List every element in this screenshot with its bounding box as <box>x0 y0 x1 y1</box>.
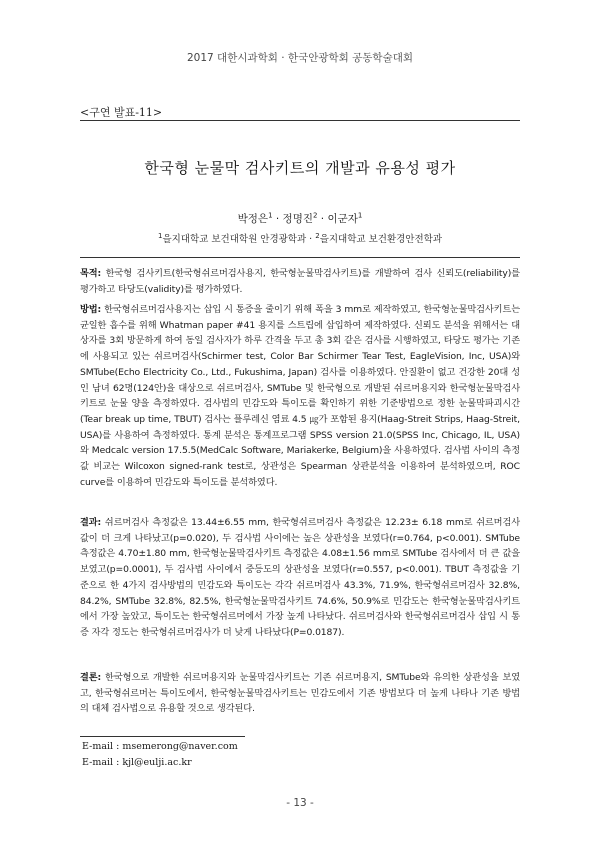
section-label: 결과: <box>80 517 102 528</box>
section-body: 한국형쉬르머검사용지는 삽입 시 통증을 줄이기 위해 폭을 3 mm로 제작하였고, 한국형눈물막검사키트는 균일한 흡수를 위해 Whatman paper #41 용지를 스트립에 삽입하여 제작하였다. 신뢰도 분석을 위해서는 대상자를 3회 방문하게 하여 동일 검사자가 하루 간격을 두고 총 3회 같은 검사를 시행하였고, 타당도 평가는 기존에 사용되고 있는 쉬르머검사(Schirmer test, Color Bar Schirmer Tear Test, EagleVision, Inc, USA)와 SMTube(Echo Electricity Co., Ltd., Fukushima, Japan) 검사를 이용하였다. 안질환이 없고 건강한 20대 성인 남녀 62명(124안)을 대상으로 쉬르머검사, SMTube 및 한국형으로 개발된 쉬르머용지와 한국형눈물막검사키트로 눈물 양을 측정하였다. 검사법의 민감도와 특이도를 확인하기 위한 기준방법으로 정한 눈물막파괴시간(Tear break up time, TBUT) 검사는 플루레신 염료 4.5 ㎍가 포함된 용지(Haag-Streit Strips, Haag-Streit, USA)를 사용하여 측정하였다. 통계 분석은 통계프로그램 SPSS version 21.0(SPSS Inc, Chicago, IL, USA)와 Medcalc version 17.5.5(MedCalc Software, Mariakerke, Belgium)을 사용하였다. 검사법 사이의 측정값 비교는 Wilcoxon signed-rank test로, 상관성은 Spearman 상관분석을 이용하여 분석하였으며, ROC curve를 이용하여 민감도와 특이도를 분석하였다. <box>80 304 520 488</box>
session-label: <구연 발표-11> <box>80 106 163 119</box>
author-affil-mark: 1 <box>268 211 273 220</box>
email-address[interactable]: msemerong@naver.com <box>122 741 238 752</box>
affil-mark: 2 <box>315 231 320 240</box>
section-body: 한국형으로 개발한 쉬르머용지와 눈물막검사키트는 기존 쉬르머용지, SMTube와 유의한 상관성을 보였고, 한국형쉬르머는 특이도에서, 한국형눈물막검사키트는 민감도에서 기존 방법보다 더 높게 나타나 기존 방법의 대체 검사법으로 유용할 것으로 생각된다. <box>80 672 520 715</box>
section-conclusion <box>80 670 520 717</box>
affiliation: 을지대학교 보건환경안전학과 <box>319 234 443 245</box>
section-body: 쉬르머검사 측정값은 13.44±6.55 mm, 한국형쉬르머검사 측정값은 12.23± 6.18 mm로 쉬르머검사값이 더 크게 나타났고(p=0.020), 두 검사법 사이에는 높은 상관성을 보였다(r=0.764, p<0.001). SMTube 측정값은 4.70±1.80 mm, 한국형눈물막검사키트 측정값은 4.08±1.56 mm로 SMTube 검사에서 더 큰 값을 보였고(p=0.0001), 두 검사법 사이에서 중등도의 상관성을 보였다(r=0.557, p<0.001). TBUT 측정값을 기준으로 한 4가지 검사방법의 민감도와 특이도는 각각 쉬르머검사 43.3%, 71.9%, 한국형쉬르머검사 32.8%, 84.2%, SMTube 32.8%, 82.5%, 한국형눈물막검사키트 74.6%, 50.9%로 민감도는 한국형눈물막검사키트에서 가장 높았고, 특이도는 한국형쉬르머에서 가장 높게 나타났다. 쉬르머검사와 한국형쉬르머검사 삽입 시 통증 자각 정도는 한국형쉬르머검사가 더 낮게 나타났다(P=0.0187). <box>80 517 520 638</box>
section-method <box>80 302 520 490</box>
section-purpose <box>80 266 520 297</box>
email-line <box>82 741 238 752</box>
divider-bottom <box>80 257 520 258</box>
footnote-divider <box>80 736 245 737</box>
author-affil-mark: 1 <box>357 211 363 220</box>
divider-top <box>80 120 520 121</box>
author-name: 이군자 <box>327 213 358 225</box>
author-name: 정명진 <box>282 213 313 225</box>
section-body: 한국형 검사키트(한국형쉬르머검사용지, 한국형눈물막검사키트)를 개발하여 검사 신뢰도(reliability)를 평가하고 타당도(validity)를 평가하였다. <box>80 268 520 295</box>
section-result <box>80 515 520 641</box>
affil-separator: · <box>306 234 316 245</box>
conference-header: 2017 대한시과학회 · 한국안광학회 공동학술대회 <box>187 52 413 64</box>
email-line <box>82 757 192 768</box>
author-separator: · <box>272 213 283 225</box>
author-list <box>0 211 600 226</box>
author-name: 박정은 <box>237 213 269 225</box>
affiliation: 을지대학교 보건대학원 안경광학과 <box>162 234 307 245</box>
email-address[interactable]: kjl@eulji.ac.kr <box>122 757 192 768</box>
author-separator: · <box>317 213 328 225</box>
author-affil-mark: 2 <box>312 211 318 220</box>
section-label: 결론: <box>80 672 102 683</box>
affil-mark: 1 <box>157 231 163 240</box>
paper-title: 한국형 눈물막 검사키트의 개발과 유용성 평가 <box>144 159 456 177</box>
section-label: 목적: <box>80 268 102 279</box>
page-number: - 13 - <box>286 797 314 809</box>
affiliation-list <box>0 231 600 245</box>
email-label: E-mail : <box>82 757 123 768</box>
section-label: 방법: <box>80 304 102 315</box>
email-label: E-mail : <box>82 741 123 752</box>
